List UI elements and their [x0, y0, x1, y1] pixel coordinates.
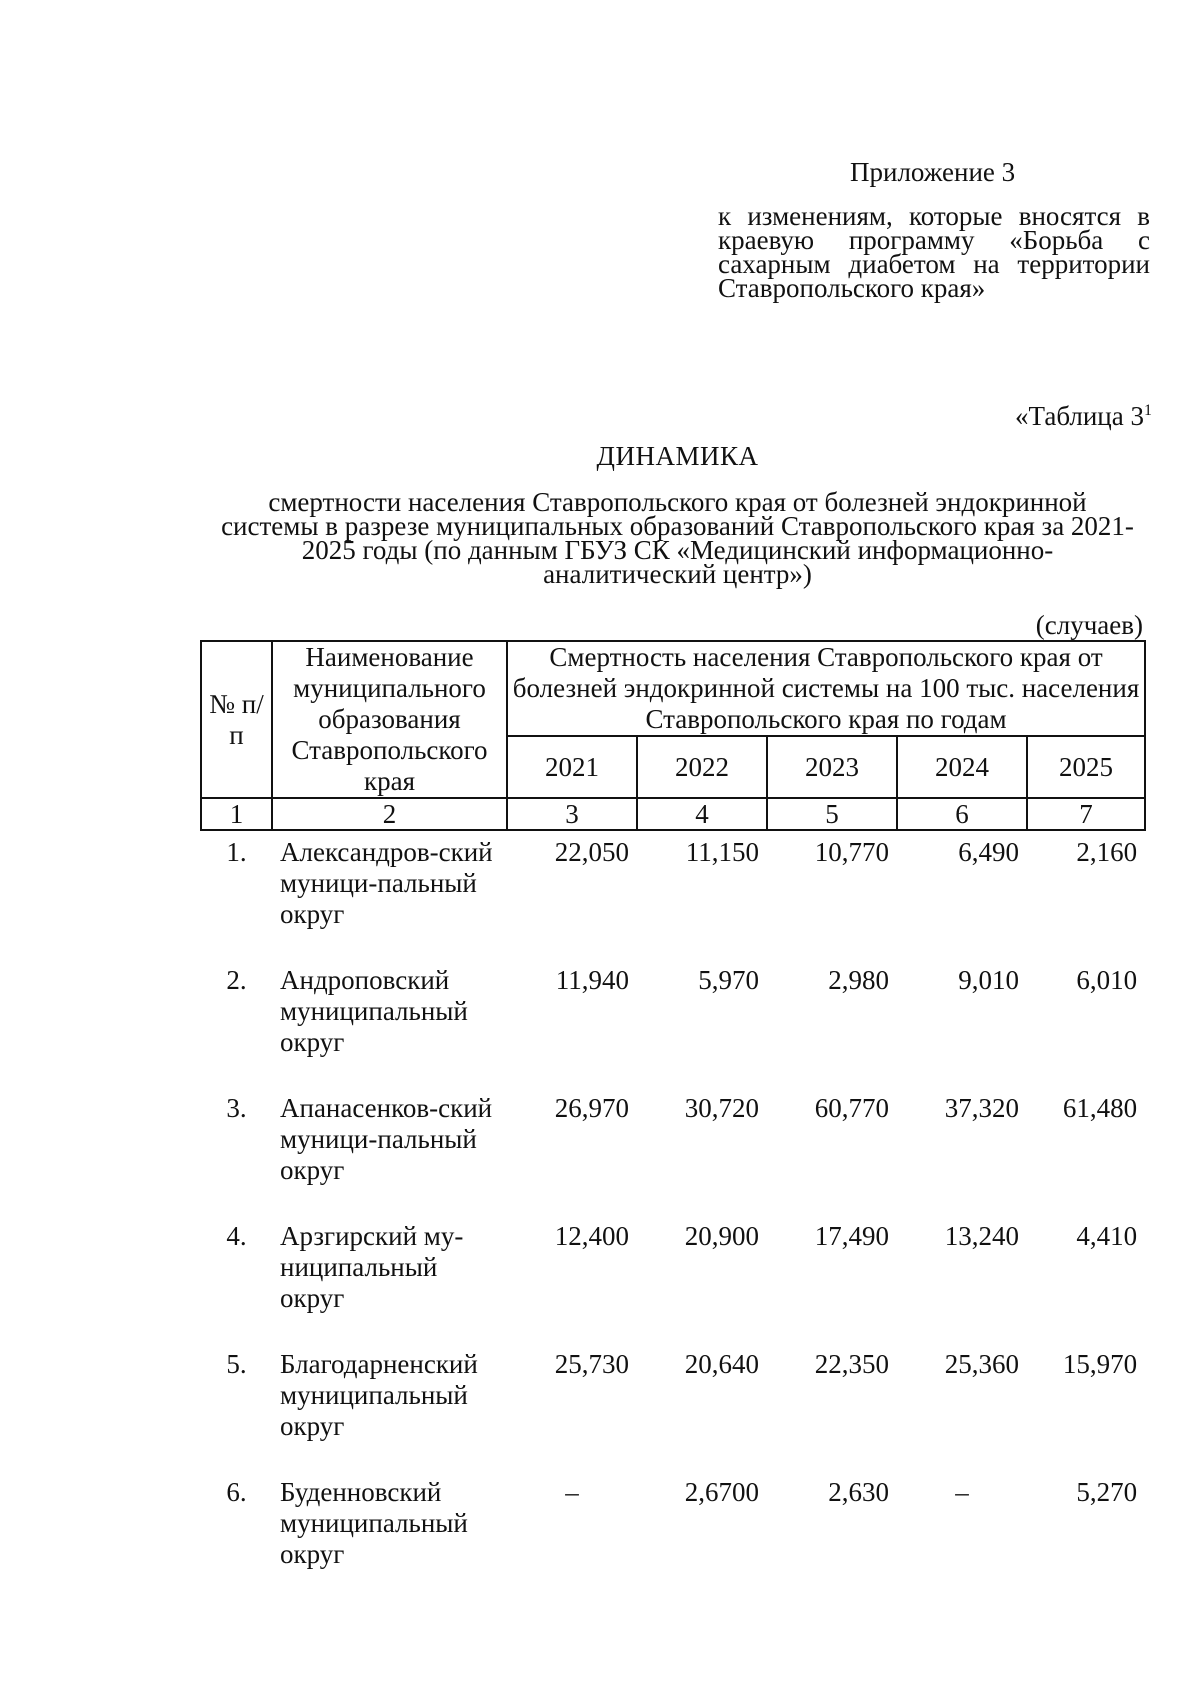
mortality-table: [200, 640, 1146, 1599]
table-row: [201, 1343, 1145, 1471]
table-row: [201, 1215, 1145, 1343]
table-reference: [1015, 395, 1152, 432]
row-value-2021: 25,730: [554, 1349, 629, 1379]
row-value-2022: 20,900: [684, 1221, 759, 1251]
header-year-2025: 2025: [1027, 736, 1145, 798]
row-value-2022: 5,970: [698, 965, 759, 995]
column-index-6: 6: [897, 798, 1027, 830]
table-row: [201, 830, 1145, 959]
row-value-2023: 60,770: [814, 1093, 889, 1123]
header-year-2022: 2022: [637, 736, 767, 798]
row-value-2021: –: [565, 1477, 579, 1507]
row-municipality-name: Андроповский муниципальный округ: [280, 965, 468, 1057]
row-value-2023: 17,490: [814, 1221, 889, 1251]
appendix-title: Приложение 3: [850, 157, 1016, 187]
table-row: [201, 1471, 1145, 1599]
row-value-2021: 22,050: [554, 837, 629, 867]
row-value-2024: 9,010: [958, 965, 1019, 995]
row-municipality-name: Благодарненский муниципальный округ: [280, 1349, 478, 1441]
header-year-2024: 2024: [897, 736, 1027, 798]
row-value-2025: 6,010: [1076, 965, 1138, 995]
column-index-3: 3: [507, 798, 637, 830]
row-value-2021: 12,400: [554, 1221, 629, 1251]
header-number: № п/п: [201, 641, 272, 798]
units-label: (случаев): [1035, 610, 1143, 640]
row-value-2025: 61,480: [1062, 1093, 1138, 1123]
row-value-2023: 22,350: [814, 1349, 889, 1379]
table-row: [201, 1087, 1145, 1215]
row-number: 5.: [226, 1349, 247, 1379]
row-value-2024: 6,490: [958, 837, 1019, 867]
row-value-2025: 5,270: [1076, 1477, 1138, 1507]
document-heading: ДИНАМИКА: [596, 441, 759, 471]
row-value-2021: 11,940: [555, 965, 629, 995]
row-municipality-name: Апанасенков-ский муници-пальный округ: [280, 1093, 493, 1185]
row-value-2025: 2,160: [1076, 837, 1138, 867]
row-value-2024: 37,320: [944, 1093, 1019, 1123]
column-index-1: 1: [201, 798, 272, 830]
row-number: 6.: [226, 1477, 247, 1507]
row-number: 2.: [226, 965, 247, 995]
row-number: 3.: [226, 1093, 247, 1123]
column-index-5: 5: [767, 798, 897, 830]
row-municipality-name: Александров-ский муници-пальный округ: [280, 837, 493, 929]
row-municipality-name: Буденновский муниципальный округ: [280, 1477, 468, 1569]
row-value-2024: –: [955, 1477, 969, 1507]
document-subtitle: смертности населения Ставропольского края от болезней эндокринной системы в разрезе муниципальных образований Ставропольского края за 2021-2025 годы (по данным ГБУЗ СК «Медицинский информационно-аналитический центр»): [221, 487, 1134, 589]
header-year-2021: 2021: [507, 736, 637, 798]
row-value-2025: 15,970: [1062, 1349, 1138, 1379]
header-year-2023: 2023: [767, 736, 897, 798]
row-value-2024: 25,360: [944, 1349, 1019, 1379]
row-value-2023: 2,630: [828, 1477, 889, 1507]
column-index-4: 4: [637, 798, 767, 830]
row-value-2025: 4,410: [1076, 1221, 1138, 1251]
row-value-2022: 20,640: [684, 1349, 759, 1379]
table-reference-text: «Таблица 3: [1015, 401, 1144, 431]
column-index-2: 2: [272, 798, 507, 830]
column-index-7: 7: [1027, 798, 1145, 830]
row-value-2022: 11,150: [685, 837, 759, 867]
header-municipality: Наименование муниципального образования Ставропольского края: [272, 641, 507, 798]
row-value-2022: 30,720: [684, 1093, 759, 1123]
row-value-2023: 2,980: [828, 965, 889, 995]
row-value-2024: 13,240: [944, 1221, 1019, 1251]
row-municipality-name: Арзгирский му-ниципальный округ: [280, 1221, 464, 1313]
table-row: [201, 959, 1145, 1087]
table-reference-superscript: 1: [1144, 402, 1152, 419]
row-value-2023: 10,770: [814, 837, 889, 867]
column-index-row: [201, 798, 1145, 830]
table-body: [201, 830, 1145, 1599]
row-number: 4.: [226, 1221, 247, 1251]
header-mortality-group: Смертность населения Ставропольского края от болезней эндокринной системы на 100 тыс. населения Ставропольского края по годам: [507, 641, 1145, 736]
row-value-2021: 26,970: [554, 1093, 629, 1123]
row-value-2022: 2,6700: [684, 1477, 759, 1507]
appendix-subtitle: к изменениям, которые вносятся в краевую программу «Борьба с сахарным диабетом на территории Ставропольского края»: [718, 201, 1150, 303]
row-number: 1.: [226, 837, 247, 867]
